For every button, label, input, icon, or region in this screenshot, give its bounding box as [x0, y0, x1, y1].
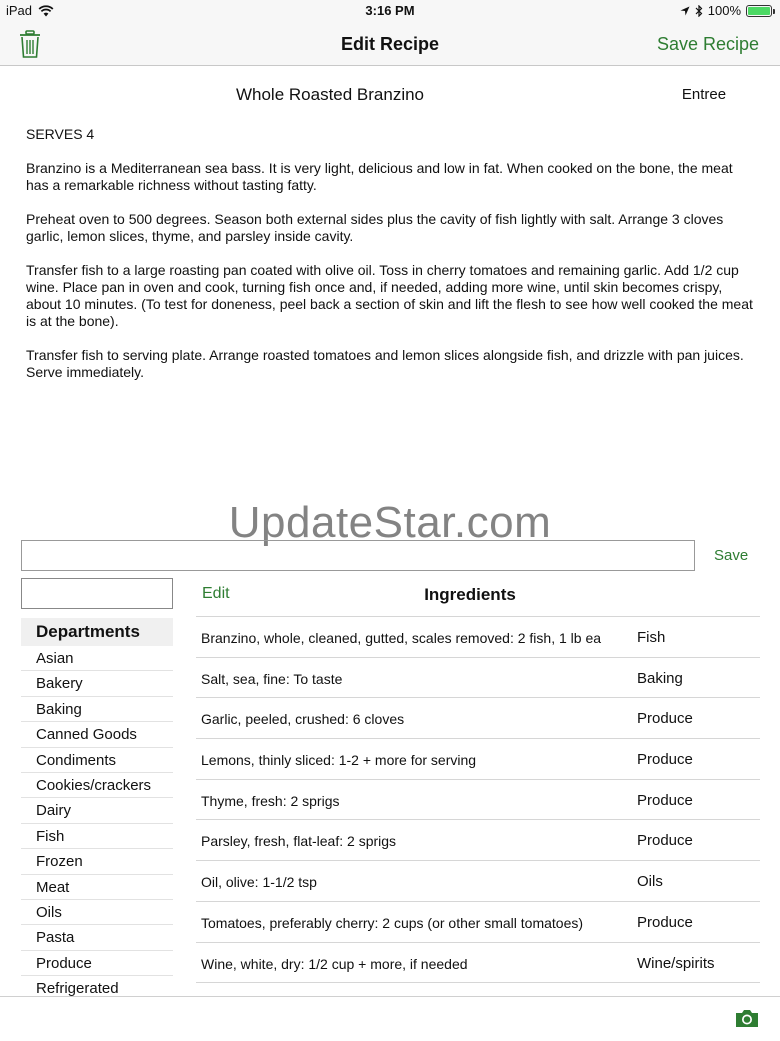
department-item[interactable]: Cookies/crackers [21, 773, 173, 798]
ingredient-description: Branzino, whole, cleaned, gutted, scales removed: 2 fish, 1 lb ea [201, 630, 602, 646]
battery-icon [746, 5, 772, 17]
ingredient-department: Wine/spirits [637, 954, 715, 972]
department-item[interactable]: Pasta [21, 925, 173, 950]
ingredient-department: Fish [637, 629, 666, 646]
ingredient-row[interactable] [196, 617, 760, 658]
ingredient-department: Produce [637, 791, 693, 809]
ingredient-department: Produce [637, 710, 693, 728]
recipe-directions-text[interactable] [26, 126, 756, 398]
camera-icon[interactable] [734, 1008, 760, 1028]
department-item[interactable]: Oils [21, 900, 173, 925]
departments-list[interactable] [21, 618, 173, 996]
directions-paragraph: Preheat oven to 500 degrees. Season both external sides plus the cavity of fish lightly with salt. Arrange 3 cloves garlic, lemon slices, thyme, and parsley inside cavity. [26, 211, 724, 244]
device-label: iPad [6, 3, 33, 18]
ingredient-description: Wine, white, dry: 1/2 cup + more, if needed [201, 955, 468, 972]
add-ingredient-input[interactable] [21, 540, 695, 571]
ingredient-department: Produce [637, 913, 693, 931]
department-item[interactable]: Produce [21, 951, 173, 976]
page-title: Edit Recipe [340, 34, 440, 54]
ingredient-description: Thyme, fresh: 2 sprigs [201, 792, 340, 809]
department-item[interactable]: Fish [21, 824, 173, 849]
ingredient-department: Baking [637, 669, 683, 687]
department-item[interactable]: Refrigerated [21, 976, 173, 996]
ingredient-row[interactable] [196, 739, 760, 780]
battery-percent: 100% [707, 3, 741, 18]
department-item[interactable]: Asian [21, 646, 173, 671]
ingredient-row[interactable] [196, 943, 760, 984]
department-item[interactable]: Dairy [21, 798, 173, 823]
ingredients-edit-button[interactable]: Edit [202, 585, 230, 602]
department-item[interactable]: Frozen [21, 849, 173, 874]
battery-level-fill [748, 7, 770, 15]
watermark: UpdateStar.com [228, 498, 552, 547]
ingredient-row[interactable] [196, 698, 760, 739]
ingredient-description: Salt, sea, fine: To taste [201, 670, 343, 687]
ingredient-description: Garlic, peeled, crushed: 6 cloves [201, 711, 405, 728]
ingredient-description: Tomatoes, preferably cherry: 2 cups (or other small tomatoes) [201, 914, 584, 931]
ingredient-row[interactable] [196, 902, 760, 943]
location-icon [680, 6, 690, 16]
recipe-name-field[interactable]: Whole Roasted Branzino [235, 85, 425, 104]
ingredient-department: Produce [637, 751, 693, 769]
ingredient-description: Lemons, thinly sliced: 1-2 + more for serving [201, 752, 477, 769]
ingredients-table [196, 616, 760, 983]
ingredient-row[interactable] [196, 658, 760, 699]
bottom-toolbar-divider [0, 996, 780, 997]
add-ingredient-save-button[interactable]: Save [714, 547, 749, 564]
departments-header: Departments [21, 618, 173, 646]
department-item[interactable]: Canned Goods [21, 722, 173, 747]
ingredient-description: Parsley, fresh, flat-leaf: 2 sprigs [201, 833, 397, 850]
navigation-bar [0, 22, 780, 66]
department-search-input[interactable] [21, 578, 173, 609]
save-recipe-button[interactable]: Save Recipe [656, 34, 759, 54]
recipe-category-field[interactable]: Entree [681, 86, 727, 103]
ingredient-description: Oil, olive: 1-1/2 tsp [201, 874, 317, 891]
department-item[interactable]: Baking [21, 697, 173, 722]
status-right [680, 3, 772, 18]
directions-paragraph: Transfer fish to a large roasting pan coated with olive oil. Toss in cherry tomatoes and remaining garlic. Add 1/2 cup wine. Place pan in oven and cook, turning fish once and, if needed, adding more wine, until skin becomes crispy, about 10 minutes. (To test for doneness, peel back a section of skin and lift the flesh to see how well cooked the meat is at the bone). [26, 262, 753, 329]
department-item[interactable]: Bakery [21, 671, 173, 696]
directions-paragraph: Transfer fish to serving plate. Arrange roasted tomatoes and lemon slices alongside fish, and drizzle with pan juices. Serve immediately. [26, 347, 744, 380]
status-bar [0, 0, 780, 22]
bluetooth-icon [695, 5, 703, 17]
ingredient-department: Produce [637, 832, 693, 850]
directions-paragraph: Branzino is a Mediterranean sea bass. It is very light, delicious and low in fat. When cooked on the bone, the meat has a remarkable richness without tasting fatty. [26, 160, 733, 193]
status-time: 3:16 PM [365, 3, 415, 18]
ingredient-row[interactable] [196, 820, 760, 861]
department-item[interactable]: Condiments [21, 748, 173, 773]
ingredient-department: Oils [637, 873, 663, 891]
ingredient-row[interactable] [196, 780, 760, 821]
serves-line: SERVES 4 [26, 126, 95, 142]
ingredients-title: Ingredients [424, 585, 516, 604]
department-item[interactable]: Meat [21, 875, 173, 900]
ingredient-row[interactable] [196, 861, 760, 902]
